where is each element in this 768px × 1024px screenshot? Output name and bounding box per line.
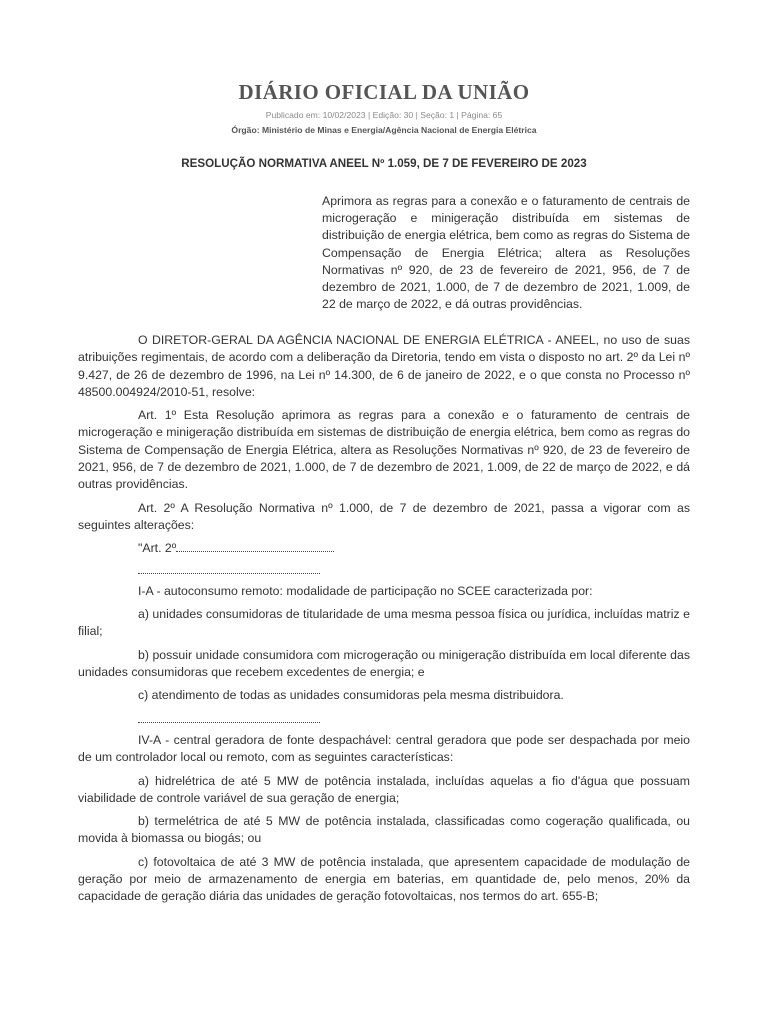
ementa: Aprimora as regras para a conexão e o faturamento de centrais de microgeração e minigeração distribuída em sistemas de distribuição de energia elétrica, bem como as regras do Sistema de Compensação de Energia Elétrica; altera as Resoluções Normativas nº 920, de 23 de fevereiro de 2021, 956, de 7 de dezembro de 2021, 1.000, de 7 de dezembro de 2021, 1.009, de 22 de março de 2022, e dá outras providências. (322, 194, 690, 312)
preamble-paragraph: O DIRETOR-GERAL DA AGÊNCIA NACIONAL DE ENERGIA ELÉTRICA - ANEEL, no uso de suas atribuições regimentais, de acordo com a deliberação da Diretoria, tendo em vista o disposto no art. 2º da Lei nº 9.427, de 26 de dezembro de 1996, na Lei nº 14.300, de 6 de janeiro de 2022, e o que consta no Processo nº 48500.004924/2010-51, resolve: (78, 333, 690, 399)
article-1-paragraph: Art. 1º Esta Resolução aprimora as regras para a conexão e o faturamento de centrais de microgeração e minigeração distribuída em sistemas de distribuição de energia elétrica, bem como as regras do Sistema de Compensação de Energia Elétrica, altera as Resoluções Normativas nº 920, de 23 de fevereiro de 2021, 956, de 7 de dezembro de 2021, 1.000, de 7 de dezembro de 2021, 1.009, de 22 de março de 2022, e dá outras providências. (78, 408, 690, 492)
resolution-title: RESOLUÇÃO NORMATIVA ANEEL Nº 1.059, DE 7 DE FEVEREIRO DE 2023 (181, 157, 587, 170)
orgao-line (0, 125, 768, 135)
item-iva-c-paragraph: c) fotovoltaica de até 3 MW de potência instalada, que apresentem capacidade de modulação de geração por meio de armazenamento de energia em baterias, em quantidade de, pelo menos, 20% da capacidade de geração diária das unidades de geração fotovoltaicas, nos termos do art. 655-B; (78, 854, 690, 904)
ellipsis-line (138, 712, 320, 723)
item-ia-a-paragraph: a) unidades consumidoras de titularidade de uma mesma pessoa física ou jurídica, incluídas matriz e filial; (78, 607, 690, 639)
omission-line (78, 711, 690, 728)
omission-line (78, 562, 690, 579)
document-body (78, 332, 690, 912)
item-iva-b-paragraph: b) termelétrica de até 5 MW de potência instalada, classificadas como cogeração qualificada, ou movida à biomassa ou biogás; ou (78, 814, 690, 846)
orgao-label: Órgão: (231, 125, 260, 135)
item-ia-paragraph: I-A - autoconsumo remoto: modalidade de participação no SCEE caracterizada por: (138, 583, 593, 598)
orgao-value: Ministério de Minas e Energia/Agência Nacional de Energia Elétrica (261, 125, 537, 135)
item-ia-c-paragraph: c) atendimento de todas as unidades consumidoras pela mesma distribuidora. (138, 688, 564, 703)
ellipsis-line (138, 563, 320, 574)
item-ia-b-paragraph: b) possuir unidade consumidora com microgeração ou minigeração distribuída em local diferente das unidades consumidoras que recebem excedentes de energia; e (78, 647, 690, 680)
item-iva-a-paragraph: a) hidrelétrica de até 5 MW de potência instalada, incluídas aquelas a fio d'água que possuam viabilidade de controle variável de sua geração de energia; (78, 773, 690, 805)
article-2-quote (78, 540, 690, 557)
article-2-paragraph: Art. 2º A Resolução Normativa nº 1.000, de 7 de dezembro de 2021, passa a vigorar com as seguintes alterações: (78, 500, 690, 532)
publication-info: Publicado em: 10/02/2023 | Edição: 30 | Seção: 1 | Página: 65 (265, 110, 503, 120)
masthead-title: DIÁRIO OFICIAL DA UNIÃO (238, 80, 530, 104)
item-iva-paragraph: IV-A - central geradora de fonte despachável: central geradora que pode ser despachada por meio de um controlador local ou remoto, com as seguintes características: (78, 732, 690, 765)
ellipsis-line (176, 541, 334, 552)
article-2-quote-text: "Art. 2º (138, 541, 177, 556)
